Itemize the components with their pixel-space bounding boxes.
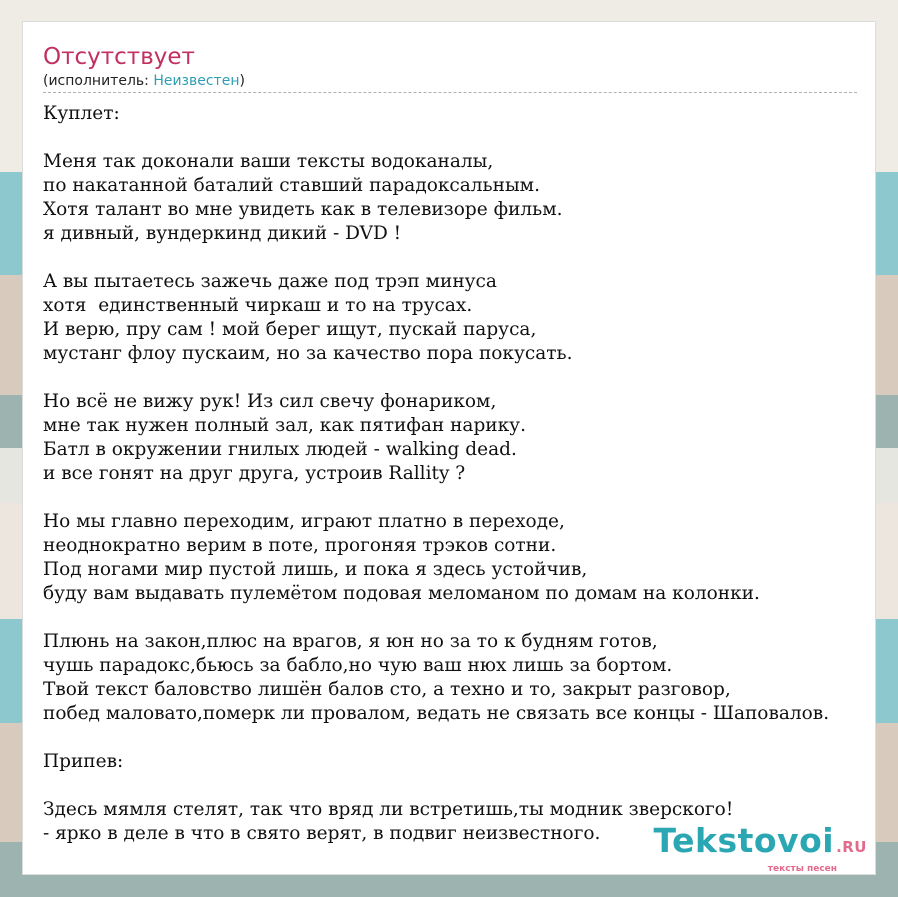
lyric-blank-line <box>43 486 876 510</box>
logo-name: Tekstovoi <box>653 821 835 860</box>
lyric-line: Но всё не вижу рук! Из сил свечу фонариком, <box>43 391 497 412</box>
artist-suffix: ) <box>239 73 245 89</box>
artist-prefix: (исполнитель: <box>43 73 154 89</box>
lyric-line: Меня так доконали ваши тексты водоканалы, <box>43 151 494 172</box>
lyric-blank-line <box>43 774 876 798</box>
lyric-blank-line <box>43 726 876 750</box>
lyric-line: Под ногами мир пустой лишь, и пока я здесь устойчив, <box>43 559 588 580</box>
artist-line <box>43 71 857 93</box>
site-logo[interactable] <box>653 821 867 874</box>
lyric-line: Хотя талант во мне увидеть как в телевизоре фильм. <box>43 199 563 220</box>
lyric-line: мустанг флоу пускаим, но за качество пора покусать. <box>43 343 573 364</box>
lyric-line: И верю, пру сам ! мой берег ищут, пускай паруса, <box>43 319 537 340</box>
lyrics-text <box>43 102 876 846</box>
lyric-line: Здесь мямля стелят, так что вряд ли встретишь,ты модник зверского! <box>43 799 734 820</box>
lyric-line: Куплет: <box>43 103 120 124</box>
artist-link[interactable]: Неизвестен <box>153 73 240 89</box>
lyric-line: неоднократно верим в поте, прогоняя трэков сотни. <box>43 535 557 556</box>
lyric-blank-line <box>43 126 876 150</box>
lyric-blank-line <box>43 606 876 630</box>
lyric-line: Припев: <box>43 751 124 772</box>
lyric-line: - ярко в деле в что в свято верят, в подвиг неизвестного. <box>43 823 601 844</box>
lyric-blank-line <box>43 366 876 390</box>
lyric-line: побед маловато,померк ли провалом, ведать не связать все концы - Шаповалов. <box>43 703 830 724</box>
lyric-line: буду вам выдавать пулемётом подовая меломаном по домам на колонки. <box>43 583 760 604</box>
lyric-line: я дивный, вундеркинд дикий - DVD ! <box>43 223 402 244</box>
song-title: Отсутствует <box>43 44 195 70</box>
lyric-line: Батл в окружении гнилых людей - walking dead. <box>43 439 517 460</box>
lyric-line: А вы пытаетесь зажечь даже под трэп минуса <box>43 271 497 292</box>
lyric-line: мне так нужен полный зал, как пятифан нарику. <box>43 415 526 436</box>
lyric-line: по накатанной баталий ставший парадоксальным. <box>43 175 540 196</box>
lyric-blank-line <box>43 246 876 270</box>
lyrics-card <box>22 21 876 875</box>
lyric-line: Но мы главно переходим, играют платно в переходе, <box>43 511 565 532</box>
lyric-line: Плюнь на закон,плюс на врагов, я юн но за то к будням готов, <box>43 631 658 652</box>
logo-tld: .RU <box>836 838 867 856</box>
lyric-line: Твой текст баловство лишён балов сто, а техно и то, закрыт разговор, <box>43 679 731 700</box>
lyric-line: и все гонят на друг друга, устроив Rallity ? <box>43 463 466 484</box>
lyric-line: хотя единственный чиркаш и то на трусах. <box>43 295 473 316</box>
logo-tagline: тексты песен <box>767 864 837 874</box>
lyric-line: чушь парадокс,бьюсь за бабло,но чую ваш нюх лишь за бортом. <box>43 655 673 676</box>
